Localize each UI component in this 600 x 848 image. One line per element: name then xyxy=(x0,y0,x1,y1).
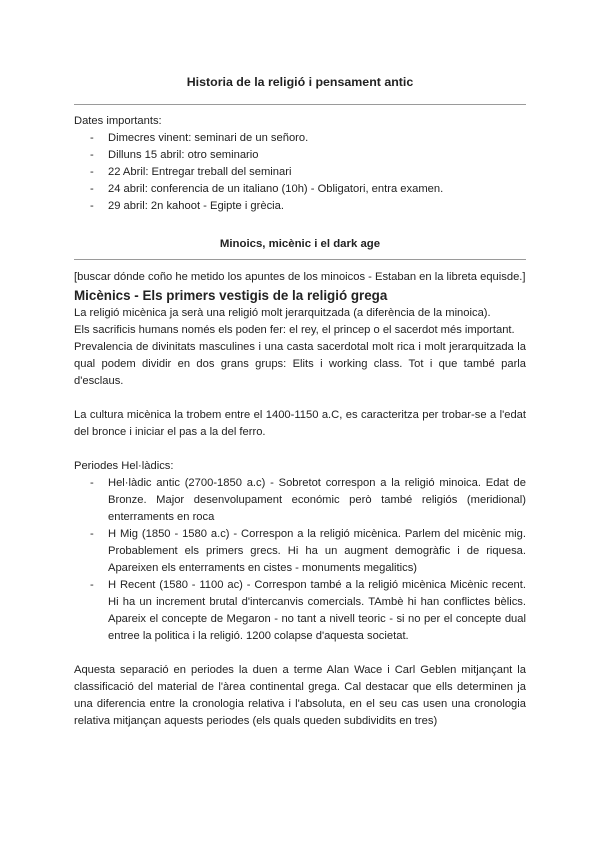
note-text: [buscar dónde coño he metido los apuntes de los minoicos - Estaban en la libreta equisde.] xyxy=(74,271,526,283)
paragraph-line: La religió micènica ja serà una religió molt jerarquitzada (a diferència de la minoica). xyxy=(74,307,491,319)
dates-section xyxy=(74,113,526,215)
paragraph-line: Prevalencia de divinitats masculines i una casta sacerdotal molt rica i molt jerarquitzada la qual podem dividir en dos grans grups: Elits i working class. Tot i que també parla d'esclaus. xyxy=(74,341,526,387)
title-divider xyxy=(74,104,526,105)
list-item: - H Recent (1580 - 1100 ac) - Correspon també a la religió micènica Micènic recent. Hi ha un increment brutal d'intercanvis comercials. TAmbè hi han conflictes bèlics. Apareix el concepte de Megaron - no tant a nivell teoric - si no per el concepte dual entree la politica i la religió. 1200 colapse d'aquesta societat. xyxy=(74,577,526,645)
list-item: - 24 abril: conferencia de un italiano (10h) - Obligatori, entra examen. xyxy=(74,181,526,198)
list-item: - Hel·làdic antic (2700-1850 a.c) - Sobretot correspon a la religió minoica. Edat de Bronze. Major desenvolupament económic però també religiós (meridional) enterraments en roca xyxy=(74,475,526,526)
section-subheading: Micènics - Els primers vestigis de la religió grega xyxy=(74,288,388,303)
list-item: - Dilluns 15 abril: otro seminario xyxy=(74,147,526,164)
dates-list xyxy=(74,130,526,215)
paragraph-line: Els sacrificis humans només els poden fer: el rey, el princep o el sacerdot més important. xyxy=(74,324,515,336)
document-title: Historia de la religió i pensament antic xyxy=(186,75,414,89)
section-title: Minoics, micènic i el dark age xyxy=(219,238,381,250)
list-item: - Dimecres vinent: seminari de un señoro. xyxy=(74,130,526,147)
list-item: - H Mig (1850 - 1580 a.c) - Correspon a la religió micènica. Parlem del micènic mig. Probablement els primers grecs. Hi ha un augment demogràfic i de riquesa. Apareixen els enterraments en cistes - monuments megalitics) xyxy=(74,526,526,577)
paragraph: Aquesta separació en periodes la duen a terme Alan Wace i Carl Geblen mitjançant la classificació del material de l'àrea continental grega. Cal destacar que ells determinen ja una diferencia entre la cronologia relativa i l'absoluta, en el seu cas usen una cronologia relativa mitjançan aquests periodes (els quals queden subdividits en tres) xyxy=(74,664,526,727)
paragraph: La cultura micènica la trobem entre el 1400-1150 a.C, es caracteritza per trobar-se a l'edat del bronce i iniciar el pas a la del ferro. xyxy=(74,409,526,438)
list-item: - 29 abril: 2n kahoot - Egipte i grècia. xyxy=(74,198,526,215)
main-content xyxy=(74,269,526,730)
section-divider xyxy=(74,259,526,260)
periods-heading: Periodes Hel·làdics: xyxy=(74,460,174,472)
dates-heading: Dates importants: xyxy=(74,115,162,127)
periods-list xyxy=(74,475,526,645)
list-item: - 22 Abril: Entregar treball del seminari xyxy=(74,164,526,181)
